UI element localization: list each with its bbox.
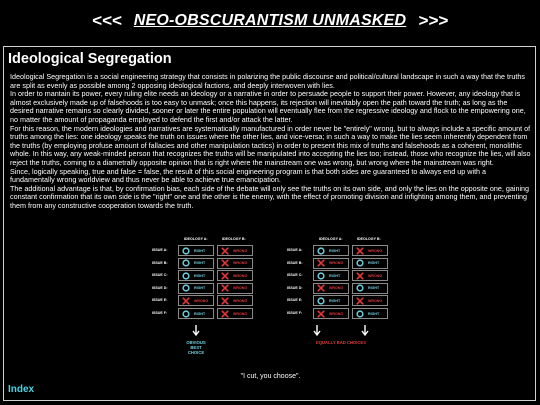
cross-icon (182, 297, 190, 305)
down-arrow-icon (313, 325, 321, 337)
verdict-cell (313, 245, 349, 256)
site-title-link[interactable]: NEO-OBSCURANTISM UNMASKED (133, 12, 407, 29)
verdict-cell (352, 283, 388, 294)
right-arrows-link[interactable]: >>> (418, 11, 449, 30)
cross-icon (221, 310, 229, 318)
issue-label: ISSUE F: (287, 311, 303, 315)
circle-icon (317, 272, 325, 280)
article-panel (3, 46, 536, 401)
choice-note: BEST (190, 344, 202, 350)
verdict-label: WRONG (368, 248, 383, 253)
verdict-label: RIGHT (329, 248, 341, 253)
issue-label: ISSUE C: (152, 273, 168, 278)
verdict-cell (313, 258, 349, 269)
issue-label: ISSUE C: (287, 273, 303, 278)
verdict-label: RIGHT (194, 273, 206, 278)
verdict-label: WRONG (233, 286, 248, 291)
issue-label: ISSUE B: (152, 260, 168, 265)
down-arrow-icon (361, 325, 369, 337)
verdict-cell (178, 295, 214, 306)
verdict-cell (217, 258, 253, 269)
verdict-label: WRONG (233, 261, 248, 266)
verdict-label: RIGHT (329, 273, 341, 278)
verdict-cell (313, 283, 349, 294)
verdict-cell (313, 270, 349, 281)
issue-label: ISSUE A: (287, 248, 303, 252)
verdict-label: WRONG (233, 311, 248, 316)
choice-note: CHOICE (187, 349, 205, 355)
cross-icon (356, 297, 364, 305)
circle-icon (317, 297, 325, 305)
verdict-label: RIGHT (194, 248, 206, 253)
column-header: IDEOLOGY B: (357, 237, 381, 241)
article-paragraph: Since, logically speaking, true and false = false, the result of this social engineering program is that both sides are guaranteed to always end up with a fundamentally wrong worldview and thus never be able to achieve true emancipation. (10, 166, 487, 185)
verdict-cell (217, 295, 253, 306)
verdict-cell (178, 270, 214, 281)
verdict-label: RIGHT (368, 261, 380, 266)
verdict-cell (178, 308, 214, 319)
circle-icon (356, 259, 364, 267)
cross-icon (221, 247, 229, 255)
circle-icon (356, 310, 364, 318)
down-arrow-icon (192, 325, 200, 337)
verdict-label: RIGHT (194, 286, 206, 291)
issue-label: ISSUE D: (152, 285, 168, 290)
circle-icon (182, 272, 190, 280)
verdict-cell (217, 270, 253, 281)
index-link[interactable]: Index (8, 384, 35, 395)
article-heading: Ideological Segregation (8, 51, 172, 67)
choice-note: EQUALLY BAD CHOICES (315, 339, 367, 345)
circle-icon (356, 284, 364, 292)
verdict-label: WRONG (233, 298, 248, 303)
cross-icon (317, 259, 325, 267)
verdict-cell (352, 270, 388, 281)
verdict-cell (352, 308, 388, 319)
verdict-label: WRONG (329, 286, 344, 291)
verdict-cell (178, 258, 214, 269)
issue-label: ISSUE D: (287, 285, 303, 290)
circle-icon (317, 247, 325, 255)
verdict-cell (217, 245, 253, 256)
left-arrows-link[interactable]: <<< (91, 11, 122, 30)
verdict-cell (352, 258, 388, 269)
article-paragraph: Ideological Segregation is a social engineering strategy that consists in polarizing the public discourse and political/cultural landscape in such a way that the truths are split as evenly as possible among 2 opposing ideological factions, and deeply interwoven with lies. (10, 72, 526, 90)
verdict-cell (313, 308, 349, 319)
verdict-label: WRONG (329, 311, 344, 316)
cross-icon (356, 272, 364, 280)
circle-icon (182, 310, 190, 318)
quote-caption: "I cut, you choose". (240, 373, 301, 380)
article-paragraph: For this reason, the modern ideologies and narratives are systematically manufactured in order never be "entirely" wrong, but to always include a specific amount of truths among the lies: one ideology speaks the truth on issues where the other lies, and vice-versa; in such a way to make the lies seem inherently dependent from the truths (by employing profuse amount of fallacies and other manipulation tactics) in order to present this mix of truths and falsehoods as a coherent, monolithic whole. In this way, any weak-minded person that recognizes the truths will be manipulated into accepting the lies too; instead, those who recognize the lies, will also reject the truths, coming to a diametrally opposite opinion that is right where the mainstream one was wrong, but wrong where the mainstream was right. (10, 123, 531, 167)
cross-icon (221, 272, 229, 280)
issue-label: ISSUE E: (152, 298, 168, 303)
cross-icon (356, 247, 364, 255)
circle-icon (182, 259, 190, 267)
cross-icon (221, 284, 229, 292)
issue-label: ISSUE B: (287, 260, 303, 265)
column-header: IDEOLOGY A: (184, 237, 208, 241)
article-paragraph: The additional advantage is that, by confirmation bias, each side of the debate will only see the truths on its own side, and only the lies on the opposite one, gaining constant confirmation that its own side is the "right" one and the other is the enemy, with the effect of promoting division and infighting among them, and preventing them from any constructive cooperation towards the truth. (10, 183, 530, 210)
cross-icon (317, 284, 325, 292)
verdict-cell (178, 245, 214, 256)
article-paragraph: In order to mantain its power, every ruling elite needs an ideology or a narrative in order to persuade people to support their power. However, any ideology that is almost exclusively made up of falsehoods is too easy to unmask; once this happens, its rejection will inevitably open the path toward the truth; as long as the desired narrative remains so clearly divided, sooner or later the entire population will eventually flee from the regressive ideology and flock to the empowering one, no matter the amount of propaganda employed to defend the first and/or attack the latter. (10, 89, 526, 124)
column-header: IDEOLOGY B: (222, 237, 246, 241)
verdict-cell (178, 283, 214, 294)
column-header: IDEOLOGY A: (319, 237, 343, 241)
verdict-label: RIGHT (368, 311, 380, 316)
verdict-label: WRONG (233, 248, 248, 253)
verdict-cell (217, 283, 253, 294)
header-banner (0, 0, 540, 42)
article-body (10, 73, 532, 211)
issue-label: ISSUE A: (152, 248, 168, 252)
issue-label: ISSUE E: (287, 298, 303, 303)
verdict-cell (313, 295, 349, 306)
verdict-label: WRONG (329, 261, 344, 266)
verdict-cell (352, 295, 388, 306)
cross-icon (221, 297, 229, 305)
verdict-label: RIGHT (329, 298, 341, 303)
verdict-cell (352, 245, 388, 256)
verdict-label: RIGHT (194, 261, 206, 266)
verdict-cell (217, 308, 253, 319)
verdict-label: WRONG (233, 273, 248, 278)
verdict-label: RIGHT (368, 286, 380, 291)
circle-icon (182, 247, 190, 255)
verdict-label: WRONG (368, 298, 383, 303)
circle-icon (182, 284, 190, 292)
verdict-label: RIGHT (194, 311, 206, 316)
choice-note: OBVIOUS (186, 339, 206, 345)
verdict-label: WRONG (194, 298, 209, 303)
cross-icon (221, 259, 229, 267)
issue-label: ISSUE F: (152, 311, 168, 315)
cross-icon (317, 310, 325, 318)
verdict-label: WRONG (368, 273, 383, 278)
